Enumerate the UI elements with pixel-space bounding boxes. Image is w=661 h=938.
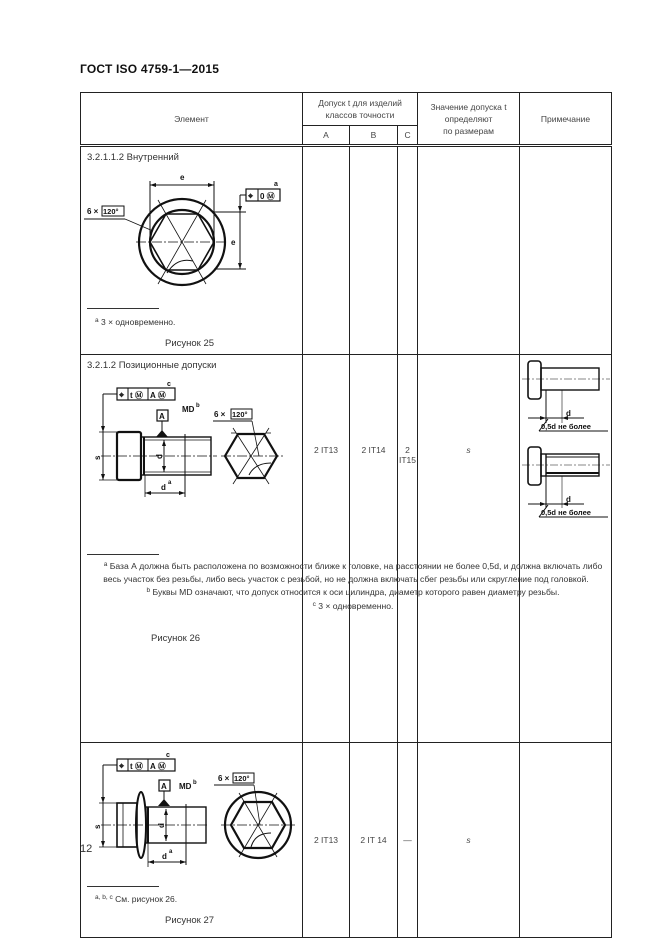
svg-text:d: d bbox=[157, 823, 166, 828]
footnote-rule bbox=[87, 308, 159, 309]
svg-text:s: s bbox=[93, 824, 102, 829]
svg-text:t Ⓜ: t Ⓜ bbox=[130, 391, 143, 400]
note-cell bbox=[520, 743, 612, 938]
svg-text:⌖: ⌖ bbox=[248, 192, 254, 202]
svg-text:6 ×: 6 × bbox=[87, 207, 99, 216]
section-title: 3.2.1.2 Позиционные допуски bbox=[87, 360, 217, 371]
class-c-cell: — bbox=[398, 743, 418, 938]
header-class-b: B bbox=[350, 126, 398, 146]
svg-text:A: A bbox=[161, 782, 167, 791]
svg-text:t Ⓜ: t Ⓜ bbox=[130, 762, 143, 771]
note-label-2: 0,5d не более bbox=[541, 508, 591, 517]
header-tolerance-group: Допуск t для изделий классов точности bbox=[303, 93, 418, 126]
footnote-c: $^c$ 3 × одновременно. bbox=[312, 600, 394, 611]
value-cell: s bbox=[418, 743, 520, 938]
svg-text:A: A bbox=[159, 412, 165, 421]
figure-caption: Рисунок 26 bbox=[151, 633, 201, 644]
figure-26-drawing bbox=[81, 377, 303, 507]
page-number: 12 bbox=[80, 843, 93, 855]
note-cell bbox=[520, 355, 612, 743]
svg-text:c: c bbox=[166, 752, 170, 759]
document-title: ГОСТ ISO 4759-1—2015 bbox=[80, 62, 220, 76]
svg-text:0 Ⓜ: 0 Ⓜ bbox=[260, 192, 275, 201]
class-a-cell: 2 IT13 bbox=[303, 743, 350, 938]
svg-text:c: c bbox=[167, 381, 171, 388]
table-row bbox=[81, 743, 612, 938]
svg-text:a: a bbox=[168, 480, 172, 486]
svg-text:6 ×: 6 × bbox=[214, 410, 226, 419]
section-title: 3.2.1.1.2 Внутренний bbox=[87, 152, 179, 163]
class-b-cell: 2 IT14 bbox=[350, 355, 398, 743]
header-class-c: C bbox=[398, 126, 418, 146]
header-class-a: A bbox=[303, 126, 350, 146]
note-drawing-thread-runout bbox=[520, 355, 612, 545]
svg-text:MD: MD bbox=[182, 405, 195, 414]
svg-text:e: e bbox=[231, 238, 236, 247]
header-value: Значение допуска t определяют по размерам bbox=[418, 93, 520, 146]
svg-text:⌖: ⌖ bbox=[119, 391, 125, 401]
footnote-b: $^b$ Буквы MD означают, что допуск относится к оси цилиндра, диаметр которого равен диаметру резьбы. bbox=[146, 587, 560, 597]
footnote-rule bbox=[87, 554, 159, 555]
figure-caption: Рисунок 27 bbox=[165, 915, 215, 926]
svg-text:e: e bbox=[180, 173, 185, 182]
table-row bbox=[81, 146, 612, 355]
tolerance-table bbox=[80, 92, 612, 938]
svg-text:b: b bbox=[196, 403, 200, 409]
svg-text:d: d bbox=[566, 409, 571, 418]
header-note: Примечание bbox=[520, 93, 612, 146]
svg-text:120°: 120° bbox=[234, 774, 250, 783]
svg-text:s: s bbox=[93, 455, 102, 460]
svg-text:d: d bbox=[155, 454, 164, 459]
element-cell bbox=[81, 146, 303, 355]
header-element: Элемент bbox=[81, 93, 303, 146]
svg-text:b: b bbox=[193, 780, 197, 786]
footnote-abc: $^{a, b, c}$ См. рисунок 26. bbox=[95, 894, 178, 904]
element-cell bbox=[81, 743, 303, 938]
svg-text:6 ×: 6 × bbox=[218, 774, 230, 783]
svg-text:d: d bbox=[161, 483, 166, 492]
value-cell bbox=[418, 146, 520, 355]
value-cell: s bbox=[418, 355, 520, 743]
svg-text:d: d bbox=[566, 495, 571, 504]
note-cell bbox=[520, 146, 612, 355]
table-row bbox=[81, 355, 612, 743]
figure-25-drawing bbox=[81, 165, 303, 315]
svg-text:120°: 120° bbox=[103, 207, 119, 216]
class-b-cell bbox=[350, 146, 398, 355]
svg-text:MD: MD bbox=[179, 782, 192, 791]
note-label-1: 0,5d не более bbox=[541, 422, 591, 431]
svg-text:a: a bbox=[169, 849, 173, 855]
class-b-cell: 2 IT 14 bbox=[350, 743, 398, 938]
class-a-cell: 2 IT13 bbox=[303, 355, 350, 743]
figure-caption: Рисунок 25 bbox=[165, 338, 215, 349]
svg-text:A Ⓜ: A Ⓜ bbox=[150, 391, 166, 400]
figure-27-drawing bbox=[81, 747, 303, 877]
class-c-cell bbox=[398, 146, 418, 355]
class-c-cell: 2 IT15 bbox=[398, 355, 418, 743]
svg-text:⌖: ⌖ bbox=[119, 762, 125, 772]
class-a-cell bbox=[303, 146, 350, 355]
svg-text:120°: 120° bbox=[232, 410, 248, 419]
footnote-rule bbox=[87, 886, 159, 887]
svg-text:A Ⓜ: A Ⓜ bbox=[150, 762, 166, 771]
footnote-a: $^a$ 3 × одновременно. bbox=[95, 317, 176, 327]
svg-text:d: d bbox=[162, 852, 167, 861]
svg-text:a: a bbox=[274, 181, 278, 188]
footnote-a: $^a$ База А должна быть расположена по возможности ближе к головке, на расстоянии не более 0,5d, и должна включать либо весь участок без резьбы, либо весь участок с резьбой, но не должна включать сбег резьбы или скругление под головкой. bbox=[103, 561, 603, 584]
